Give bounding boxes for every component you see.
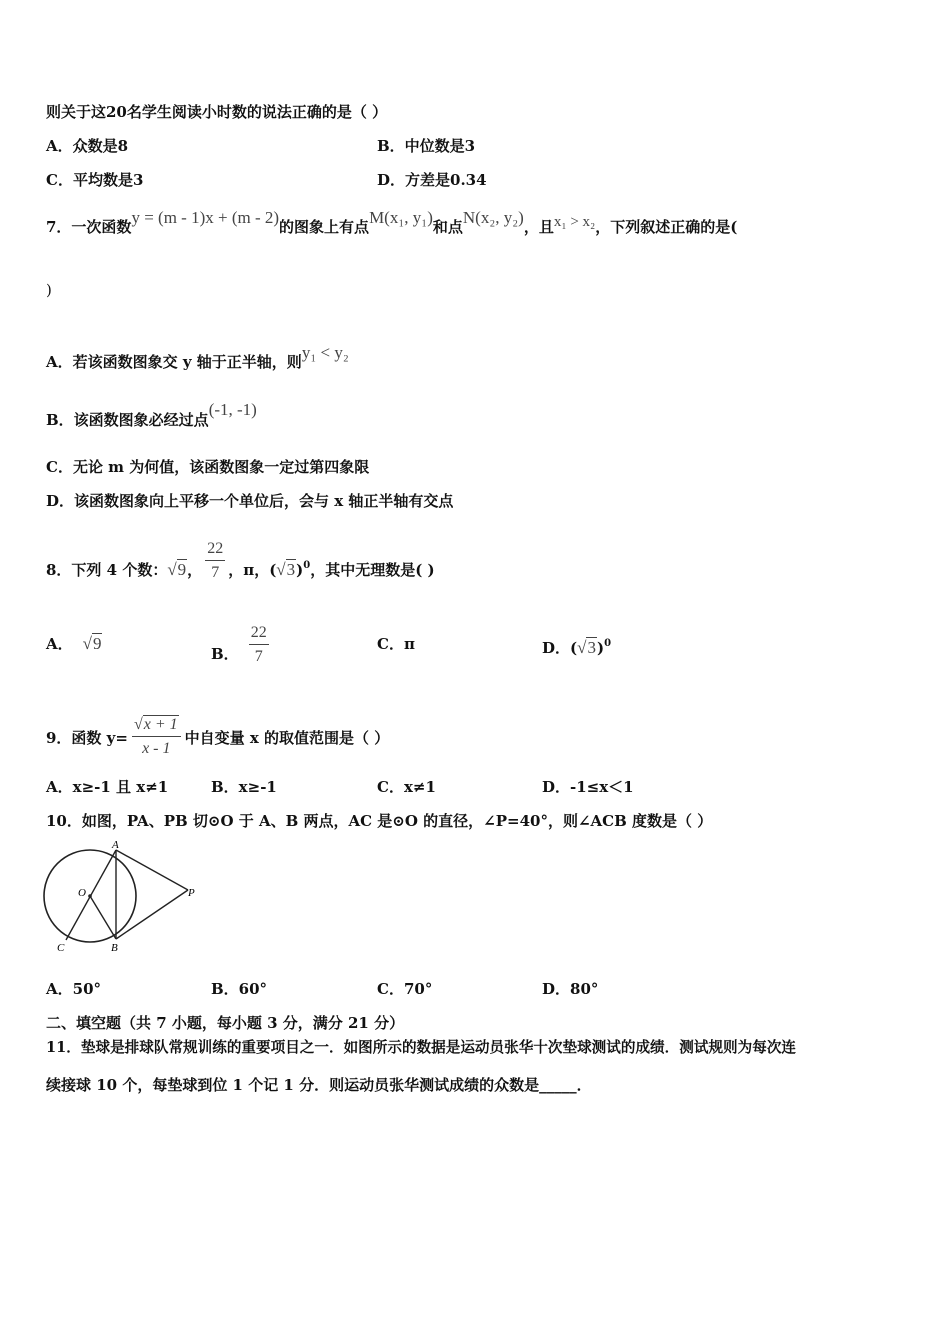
tangent-pa <box>116 850 188 890</box>
q8-option-c[interactable]: C．π <box>377 635 415 653</box>
q8-option-d[interactable]: D．$(√3)^0$ <box>542 638 612 657</box>
q9-option-b[interactable]: B．x≥-1 <box>211 778 277 796</box>
q11-line2: 续接球 10 个，每垫球到位 1 个记 1 分．则运动员张华测试成绩的众数是_____． <box>46 1076 592 1094</box>
segment-ob <box>90 896 116 939</box>
q6-stem: 则关于这20名学生阅读小时数的说法正确的是（ ） <box>46 103 388 121</box>
q9-option-c[interactable]: C．x≠1 <box>377 778 436 796</box>
label-o: O <box>78 887 86 899</box>
q9-option-a[interactable]: A．x≥-1 且 x≠1 <box>46 778 169 796</box>
q6-option-b[interactable]: B．中位数是3 <box>377 137 476 155</box>
q7-point-n: N(x₂, y₂) <box>462 208 524 227</box>
q7-option-d[interactable]: D．该函数图象向上平移一个单位后，会与 x 轴正半轴有交点 <box>46 492 454 510</box>
q7-point-m: M(x₁, y₁) <box>369 208 433 227</box>
q7-function: y = (m - 1)x + (m - 2) <box>131 208 280 227</box>
tangent-pb <box>116 890 188 939</box>
q7-option-a[interactable]: A．若该函数图象交 y 轴于正半轴，则y₁ < y₂ <box>46 343 349 371</box>
q10-stem: 10．如图，PA、PB 切⊙O 于 A、B 两点，AC 是⊙O 的直径，∠P=40°，则∠ACB 度数是（ ） <box>46 812 713 830</box>
q9-option-d[interactable]: D．-1≤x＜1 <box>542 778 634 796</box>
q7-close-paren: ) <box>46 281 52 299</box>
q7-option-c[interactable]: C．无论 m 为何值，该函数图象一定过第四象限 <box>46 458 370 476</box>
q7-condition: x₁ > x₂ <box>553 214 596 230</box>
q10-option-d[interactable]: D．80° <box>542 980 599 998</box>
q11-line1: 11．垫球是排球队常规训练的重要项目之一．如图所示的数据是运动员张华十次垫球测试的成绩．测试规则为每次连 <box>46 1039 797 1056</box>
label-c: C <box>57 942 65 954</box>
q8-stem: 8．下列 4 个数：√9， $\frac{22}{7}$ ，π，$(√3)^0$，其中无理数是( ) <box>46 540 435 581</box>
q7-stem: 7．一次函数y = (m - 1)x + (m - 2)的图象上有点M(x₁, y₁)和点N(x₂, y₂)，且x₁ > x₂，下列叙述正确的是( <box>46 208 738 236</box>
q6-option-d[interactable]: D．方差是0.34 <box>377 171 487 189</box>
label-b: B <box>111 942 118 954</box>
label-p: P <box>188 887 195 899</box>
q10-figure <box>40 838 205 958</box>
q7-option-b[interactable]: B．该函数图象必经过点(-1, -1) <box>46 400 257 429</box>
label-a: A <box>112 839 119 851</box>
q8-option-b[interactable]: B． $\frac{22}{7}$ <box>211 624 267 665</box>
q10-option-c[interactable]: C．70° <box>377 980 433 998</box>
q10-option-b[interactable]: B．60° <box>211 980 268 998</box>
q8-option-a[interactable]: A． √9 <box>46 634 102 653</box>
q10-option-a[interactable]: A．50° <box>46 980 102 998</box>
section-heading: 二、填空题（共 7 小题，每小题 3 分，满分 21 分） <box>46 1014 405 1032</box>
q9-stem: 9．函数 y= $\frac{√x + 1}{x - 1}$ 中自变量 x 的取值范围是（ ） <box>46 716 390 757</box>
q6-option-a[interactable]: A．众数是8 <box>46 137 129 155</box>
q6-option-c[interactable]: C．平均数是3 <box>46 171 144 189</box>
